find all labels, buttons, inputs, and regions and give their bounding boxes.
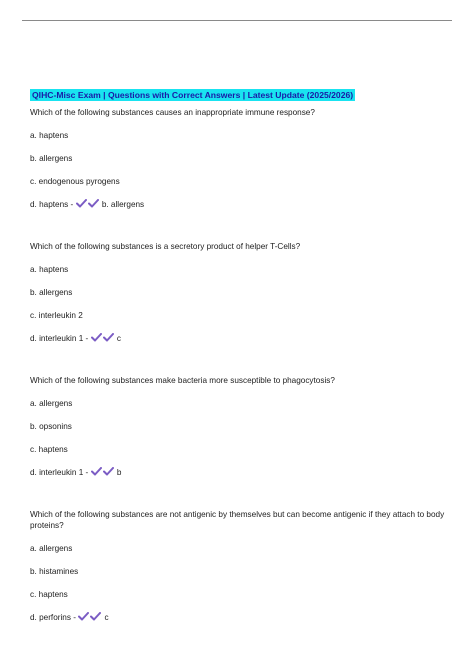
question-list bbox=[30, 107, 450, 654]
correct-answer: b bbox=[116, 468, 122, 477]
option-c: c. interleukin 2 bbox=[30, 311, 83, 320]
option-b: b. allergens bbox=[30, 154, 73, 163]
option-a: a. haptens bbox=[30, 265, 69, 274]
answer-prefix: d. interleukin 1 - bbox=[30, 468, 89, 477]
question-1 bbox=[30, 107, 450, 210]
question-text: Which of the following substances are not antigenic by themselves but can become antigenic if they attach to body proteins? bbox=[30, 510, 445, 530]
correct-answer: c bbox=[104, 613, 109, 622]
question-text: Which of the following substances causes an inappropriate immune response? bbox=[30, 108, 315, 117]
header-divider bbox=[22, 20, 452, 21]
question-2 bbox=[30, 241, 450, 344]
checkmark-icon bbox=[88, 199, 99, 208]
option-c: c. endogenous pyrogens bbox=[30, 177, 120, 186]
correct-answer: b. allergens bbox=[101, 200, 145, 209]
option-b: b. histamines bbox=[30, 567, 79, 576]
checkmark-icon bbox=[91, 467, 102, 476]
correct-answer: c bbox=[116, 334, 121, 343]
checkmark-icon bbox=[78, 612, 89, 621]
question-text: Which of the following substances make bacteria more susceptible to phagocytosis? bbox=[30, 376, 335, 385]
checkmark-icon bbox=[91, 333, 102, 342]
answer-prefix: d. perforins - bbox=[30, 613, 76, 622]
checkmark-icon bbox=[76, 199, 87, 208]
answer-prefix: d. haptens - bbox=[30, 200, 74, 209]
option-b: b. allergens bbox=[30, 288, 73, 297]
question-text: Which of the following substances is a secretory product of helper T-Cells? bbox=[30, 242, 301, 251]
answer-line bbox=[30, 467, 450, 478]
answer-line bbox=[30, 333, 450, 344]
option-a: a. allergens bbox=[30, 544, 73, 553]
title-block bbox=[30, 85, 355, 103]
answer-line bbox=[30, 199, 450, 210]
option-b: b. opsonins bbox=[30, 422, 72, 431]
checkmark-icon bbox=[103, 333, 114, 342]
question-4 bbox=[30, 509, 450, 623]
option-a: a. haptens bbox=[30, 131, 69, 140]
checkmark-icon bbox=[103, 467, 114, 476]
question-3 bbox=[30, 375, 450, 478]
option-c: c. haptens bbox=[30, 445, 68, 454]
document-title: QIHC-Misc Exam | Questions with Correct Answers | Latest Update (2025/2026) bbox=[32, 90, 354, 100]
answer-line bbox=[30, 612, 450, 623]
answer-prefix: d. interleukin 1 - bbox=[30, 334, 89, 343]
checkmark-icon bbox=[90, 612, 101, 621]
option-a: a. allergens bbox=[30, 399, 73, 408]
option-c: c. haptens bbox=[30, 590, 68, 599]
